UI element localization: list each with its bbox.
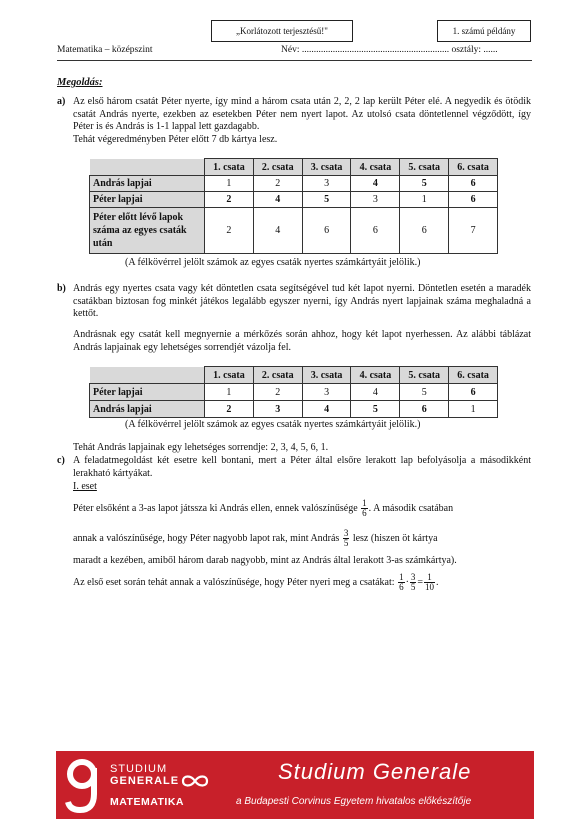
part-a-label: a) [57, 96, 66, 107]
fraction-numerator: 1 [399, 572, 404, 582]
fraction-denominator: 5 [410, 582, 416, 592]
part-b-label: b) [57, 283, 66, 294]
table-b [89, 366, 498, 418]
table-a-header-cell: 6. csata [449, 159, 498, 176]
table-cell: 2 [253, 384, 302, 401]
table-cell: 6 [302, 208, 351, 254]
case-line-2-post: lesz (hiszen öt kártya [352, 532, 438, 544]
fraction-denominator: 6 [399, 582, 404, 592]
table-cell: 5 [351, 401, 400, 418]
table-cell: 1 [205, 176, 254, 192]
fraction [361, 499, 368, 518]
case-line-3: maradt a kezében, amiből három darab nagyobb, mint az András által lerakott 3-as számkártya). [73, 555, 457, 566]
part-a-text: Az első három csatát Péter nyerte, így mind a három csata után 2, 2, 2 lap került Péter elé. A negyedik és ötödik csatát András nyerte, ezekben az esetekben Péter nem nyert lapot. Az utolsó csata döntetlennel végződött, így Péter is és András is 1-1 lappal lett gazdagabb. [73, 96, 531, 132]
brand-subtitle: a Budapesti Corvinus Egyetem hivatalos előkészítője [236, 796, 472, 807]
table-cell: 6 [449, 384, 498, 401]
row-label: Péter lapjai [90, 384, 205, 401]
row-label: András lapjai [90, 176, 205, 192]
table-cell: 6 [400, 208, 449, 254]
distribution-stamp: „Korlátozott terjesztésű!" [211, 20, 353, 42]
table-cell: 2 [253, 176, 302, 192]
table-cell: 5 [302, 192, 351, 208]
table-a-header-cell: 2. csata [253, 159, 302, 176]
case-line-2-pre: annak a valószínűsége, hogy Péter nagyobb lapot rak, mint András [73, 532, 340, 544]
table-a-header-row [90, 159, 498, 176]
table-b-header-cell: 3. csata [302, 367, 351, 384]
fraction [410, 573, 417, 592]
table-cell: 1 [205, 384, 254, 401]
table-cell: 4 [253, 208, 302, 254]
table-cell: 5 [400, 384, 449, 401]
table-cell: 4 [351, 384, 400, 401]
fraction [398, 573, 405, 592]
table-b-header-cell: 1. csata [205, 367, 254, 384]
row-label: Péter lapjai [90, 192, 205, 208]
subject-label: Matematika – középszint [57, 45, 153, 55]
table-a-header-cell: 3. csata [302, 159, 351, 176]
table-cell: 2 [205, 401, 254, 418]
table-cell: 3 [253, 401, 302, 418]
logo-subtitle: MATEMATIKA [110, 796, 185, 808]
logo-line-2: GENERALE [110, 775, 180, 787]
part-a-summary: Tehát végeredményben Péter előtt 7 db kártya lesz. [73, 134, 278, 145]
times-sign: · [405, 576, 409, 588]
part-c-label: c) [57, 455, 65, 466]
table-a-corner [90, 159, 205, 176]
part-b-text-1: András egy nyertes csata vagy két döntetlen csata segítségével tud két lapot nyerni. Döntetlen esetén a maradék csatákban biztosan fog minkét játékos legalább egyszer nyerni, így András nyert lapjainak száma meghaladná a kettőt. [73, 283, 531, 319]
row-label: András lapjai [90, 401, 205, 418]
case-line-4 [73, 573, 531, 592]
table-row [90, 192, 498, 208]
row-label: Péter előtt lévő lapok száma az egyes csaták után [90, 208, 205, 254]
logo-line-1: STUDIUM [110, 763, 168, 775]
table-cell: 6 [351, 208, 400, 254]
table-cell: 6 [449, 192, 498, 208]
case-title: I. eset [73, 481, 97, 492]
table-cell: 1 [400, 192, 449, 208]
table-row [90, 384, 498, 401]
infinity-icon [180, 773, 210, 789]
case-line-4-pre: Az első eset során tehát annak a valószínűsége, hogy Péter nyeri meg a csatákat: [73, 576, 395, 588]
fraction-numerator: 1 [362, 498, 367, 508]
table-cell: 3 [351, 192, 400, 208]
copy-number-stamp: 1. számú példány [437, 20, 531, 42]
table-row [90, 208, 498, 254]
table-row [90, 401, 498, 418]
fraction-numerator: 3 [410, 572, 416, 582]
fraction-numerator: 1 [424, 573, 435, 583]
name-class-field: Név: .............................................................. osztály: ...... [281, 45, 498, 55]
table-b-header-cell: 5. csata [400, 367, 449, 384]
case-line-1-post: . A második csatában [368, 502, 454, 514]
table-cell: 3 [302, 384, 351, 401]
table-b-header-row [90, 367, 498, 384]
solution-title: Megoldás: [57, 77, 103, 88]
table-cell: 6 [449, 176, 498, 192]
part-b-text-2: Andrásnak egy csatát kell megnyernie a mérkőzés során ahhoz, hogy két lapot nyerhessen. Az alábbi táblázat András lapjainak egy lehetséges sorrendjét vázolja fel. [73, 329, 531, 353]
case-line-2 [73, 529, 531, 548]
case-line-1 [73, 499, 531, 518]
fraction-denominator: 6 [362, 508, 367, 518]
table-cell: 3 [302, 176, 351, 192]
fraction [343, 529, 350, 548]
table-cell: 7 [449, 208, 498, 254]
table-row [90, 176, 498, 192]
footer-banner [56, 751, 534, 819]
part-c-text: A feladatmegoldást két esetre kell bontani, mert a Péter által elsőre lerakott lap befolyásolja a másodikként lerakható kártyákat. [73, 455, 531, 479]
header-divider [57, 60, 532, 61]
fraction-denominator: 5 [343, 538, 349, 548]
table-b-header-cell: 6. csata [449, 367, 498, 384]
table-a-header-cell: 4. csata [351, 159, 400, 176]
table-cell: 4 [302, 401, 351, 418]
case-line-1-pre: Péter elsőként a 3-as lapot játssza ki András ellen, ennek valószínűsége [73, 502, 358, 514]
fraction-numerator: 3 [343, 528, 349, 538]
table-b-header-cell: 4. csata [351, 367, 400, 384]
studium-generale-logo-icon [62, 754, 102, 816]
equals-sign: = [417, 576, 424, 588]
table-a-header-cell: 5. csata [400, 159, 449, 176]
fraction [424, 573, 435, 592]
table-a-header-cell: 1. csata [205, 159, 254, 176]
table-b-header-cell: 2. csata [253, 367, 302, 384]
table-b-corner [90, 367, 205, 384]
table-cell: 4 [253, 192, 302, 208]
table-cell: 5 [400, 176, 449, 192]
table-cell: 4 [351, 176, 400, 192]
brand-title: Studium Generale [278, 759, 472, 784]
fraction-denominator: 10 [425, 582, 435, 592]
table-cell: 6 [400, 401, 449, 418]
table-cell: 2 [205, 192, 254, 208]
table-a-note: (A félkövérrel jelölt számok az egyes csaták nyertes számkártyáit jelölik.) [125, 257, 421, 268]
table-cell: 1 [449, 401, 498, 418]
table-cell: 2 [205, 208, 254, 254]
part-b-summary: Tehát András lapjainak egy lehetséges sorrendje: 2, 3, 4, 5, 6, 1. [73, 442, 329, 453]
period: . [436, 576, 439, 588]
table-b-note: (A félkövérrel jelölt számok az egyes csaták nyertes számkártyáit jelölik.) [125, 419, 421, 430]
table-a [89, 158, 498, 254]
